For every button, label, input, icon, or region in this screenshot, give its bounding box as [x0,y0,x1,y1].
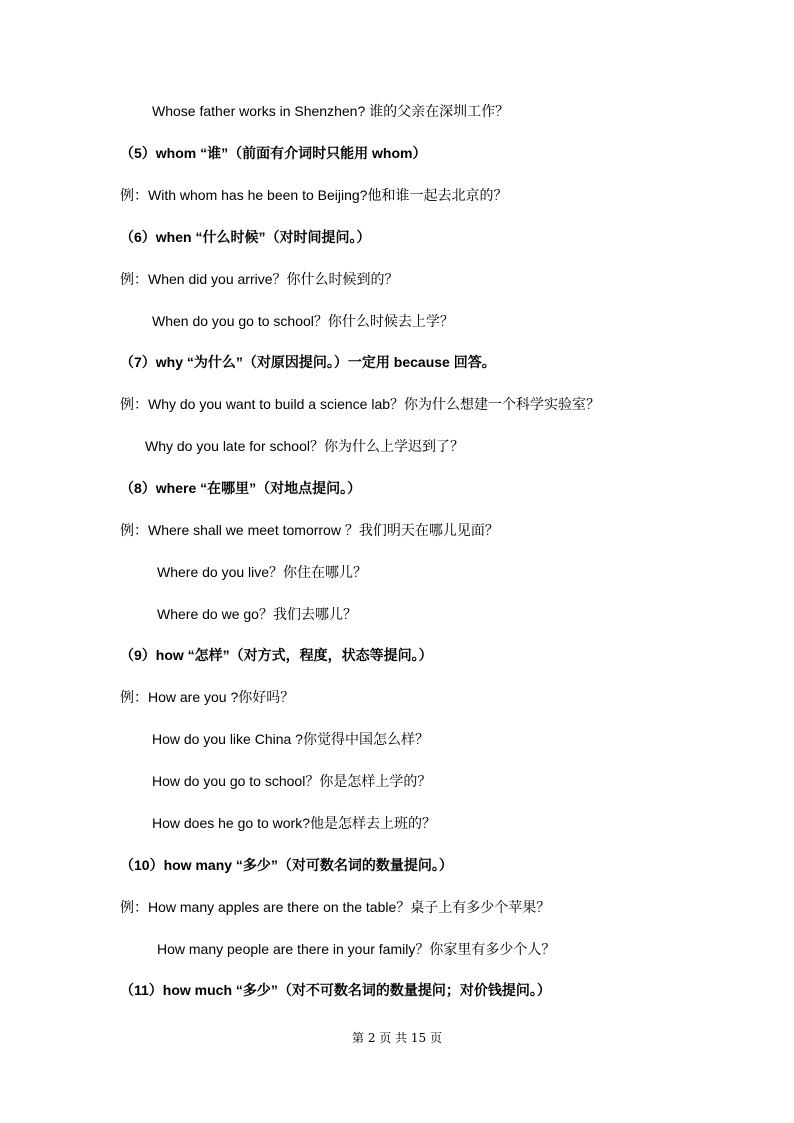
example-line: 例：Where shall we meet tomorrow ？我们明天在哪儿见面？ [120,522,499,538]
section-heading-when: （6）when “什么时候”（对时间提问。） [120,229,371,245]
example-line: When do you go to school？你什么时候去上学？ [152,313,454,329]
example-line: 例：When did you arrive？你什么时候到的？ [120,271,399,287]
example-line: Where do you live？你住在哪儿？ [157,564,368,580]
section-heading-how: （9）how “怎样”（对方式，程度，状态等提问。） [120,647,433,663]
example-line: How does he go to work?他是怎样去上班的？ [152,815,436,831]
example-line: How do you like China ?你觉得中国怎么样？ [152,731,429,747]
page-footer: 第 2 页 共 15 页 [352,1031,442,1045]
section-heading-why: （7）why “为什么”（对原因提问。）一定用 because 回答。 [120,354,496,370]
section-heading-how-many: （10）how many “多少”（对可数名词的数量提问。） [120,857,453,873]
example-line: How many people are there in your family？你家里有多少个人？ [157,941,556,957]
section-heading-where: （8）where “在哪里”（对地点提问。） [120,480,362,496]
example-line: 例：How many apples are there on the table？桌子上有多少个苹果？ [120,899,551,915]
example-line: 例：How are you ?你好吗？ [120,689,295,705]
example-line: Why do you late for school？你为什么上学迟到了？ [145,438,464,454]
example-line: Whose father works in Shenzhen? 谁的父亲在深圳工作？ [152,103,510,119]
example-line: How do you go to school？你是怎样上学的？ [152,773,432,789]
section-heading-whom: （5）whom “谁”（前面有介词时只能用 whom） [120,145,427,161]
example-line: 例：With whom has he been to Beijing?他和谁一起去北京的？ [120,187,508,203]
example-line: Where do we go？我们去哪儿？ [157,606,357,622]
example-line: 例：Why do you want to build a science lab？你为什么想建一个科学实验室？ [120,396,601,412]
section-heading-how-much: （11）how much “多少”（对不可数名词的数量提问；对价钱提问。） [120,982,551,998]
